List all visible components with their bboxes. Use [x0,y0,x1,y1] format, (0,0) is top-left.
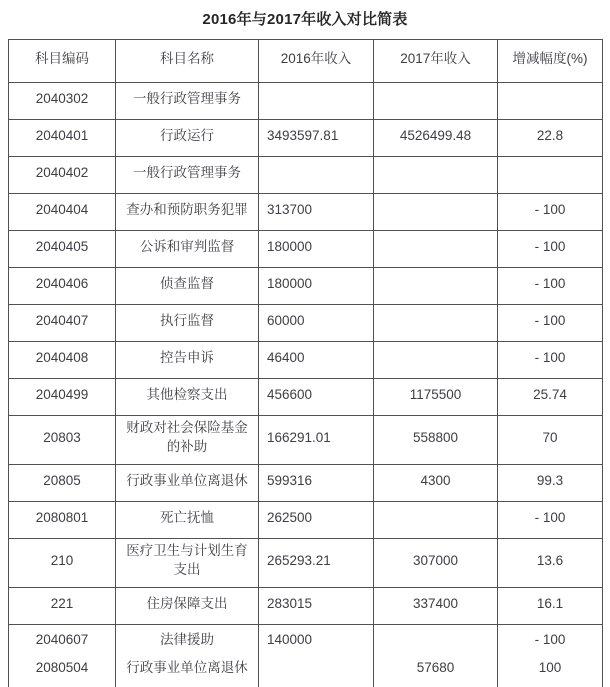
cell-subject-name: 公诉和审判监督 [116,231,259,268]
cell-subject-code: 210 [9,539,116,588]
cell-income-2016: 60000 [259,305,374,342]
cell-change-rate: - 100 [498,194,603,231]
cell-change-rate: - 100 [498,231,603,268]
cell-subject-name: 查办和预防职务犯罪 [116,194,259,231]
cell-income-2017 [374,305,498,342]
cell-income-2017: 1175500 [374,379,498,416]
cell-income-2016: 3493597.81 [259,120,374,157]
table-row [9,157,603,194]
cell-subject-code: 20805 [9,465,116,502]
cell-subject-code: 20803 [9,416,116,465]
cell-subject-code: 2040401 [9,120,116,157]
cell-income-2017: 307000 [374,539,498,588]
table-row [9,194,603,231]
cell-subject-name: 其他检察支出 [116,379,259,416]
cell-subject-name: 侦查监督 [116,268,259,305]
table-row [9,502,603,539]
cell-income-2017: 337400 [374,588,498,625]
cell-subject-code: 221 [9,588,116,625]
cell-subject-code: 2040499 [9,379,116,416]
cell-income-2017 [374,83,498,120]
cell-subject-name: 法律援助 [116,625,259,654]
cell-change-rate [498,83,603,120]
cell-change-rate: 25.74 [498,379,603,416]
cell-change-rate: 100 [498,653,603,687]
cell-income-2017: 4526499.48 [374,120,498,157]
table-row [9,588,603,625]
cell-change-rate: - 100 [498,625,603,654]
cell-income-2017: 558800 [374,416,498,465]
cell-subject-code: 2080801 [9,502,116,539]
table-row [9,539,603,588]
cell-income-2016: 262500 [259,502,374,539]
cell-subject-code: 2040402 [9,157,116,194]
table-row [9,342,603,379]
cell-change-rate: - 100 [498,305,603,342]
col-header-income-2017: 2017年收入 [374,40,498,83]
cell-income-2016: 599316 [259,465,374,502]
cell-subject-name: 医疗卫生与计划生育支出 [116,539,259,588]
cell-income-2016: 456600 [259,379,374,416]
cell-subject-name: 行政运行 [116,120,259,157]
table-row [9,416,603,465]
table-row [9,305,603,342]
cell-subject-name: 执行监督 [116,305,259,342]
cell-subject-code: 2040406 [9,268,116,305]
col-header-income-2016: 2016年收入 [259,40,374,83]
cell-income-2017 [374,268,498,305]
cell-subject-name: 财政对社会保险基金的补助 [116,416,259,465]
cell-income-2017 [374,194,498,231]
cell-change-rate: 70 [498,416,603,465]
cell-income-2016 [259,157,374,194]
table-row [9,83,603,120]
table-row [9,379,603,416]
cell-change-rate: 13.6 [498,539,603,588]
table-row [9,120,603,157]
cell-income-2016: 265293.21 [259,539,374,588]
table-body [9,83,603,687]
table-row [9,625,603,654]
cell-subject-code: 2040607 [9,625,116,654]
cell-change-rate: - 100 [498,502,603,539]
cell-income-2017 [374,157,498,194]
cell-income-2017 [374,342,498,379]
col-header-subject-name: 科目名称 [116,40,259,83]
table-row [9,268,603,305]
cell-subject-name: 住房保障支出 [116,588,259,625]
cell-income-2017 [374,502,498,539]
cell-subject-code: 2040302 [9,83,116,120]
cell-income-2016: 166291.01 [259,416,374,465]
cell-subject-name: 一般行政管理事务 [116,83,259,120]
table-row [9,231,603,268]
table-header [9,40,603,83]
cell-subject-name: 控告申诉 [116,342,259,379]
cell-subject-code: 2040407 [9,305,116,342]
cell-change-rate: - 100 [498,342,603,379]
cell-subject-code: 2080504 [9,653,116,687]
cell-subject-name: 行政事业单位离退休 [116,653,259,687]
cell-income-2016: 180000 [259,231,374,268]
cell-subject-name: 一般行政管理事务 [116,157,259,194]
income-comparison-table [8,39,603,687]
cell-income-2016: 283015 [259,588,374,625]
col-header-subject-code: 科目编码 [9,40,116,83]
cell-subject-name: 死亡抚恤 [116,502,259,539]
cell-change-rate: 22.8 [498,120,603,157]
cell-income-2017: 57680 [374,653,498,687]
table-row [9,465,603,502]
cell-income-2016 [259,653,374,687]
col-header-change-rate: 增减幅度(%) [498,40,603,83]
cell-income-2016: 180000 [259,268,374,305]
cell-change-rate [498,157,603,194]
cell-change-rate: 16.1 [498,588,603,625]
table-row [9,653,603,687]
cell-subject-name: 行政事业单位离退休 [116,465,259,502]
cell-income-2016: 140000 [259,625,374,654]
cell-income-2017 [374,625,498,654]
cell-income-2016 [259,83,374,120]
cell-income-2017: 4300 [374,465,498,502]
header-row [9,40,603,83]
cell-income-2016: 313700 [259,194,374,231]
cell-subject-code: 2040408 [9,342,116,379]
cell-change-rate: - 100 [498,268,603,305]
cell-subject-code: 2040404 [9,194,116,231]
cell-subject-code: 2040405 [9,231,116,268]
cell-income-2017 [374,231,498,268]
page-title: 2016年与2017年收入对比简表 [202,11,408,28]
cell-income-2016: 46400 [259,342,374,379]
cell-change-rate: 99.3 [498,465,603,502]
